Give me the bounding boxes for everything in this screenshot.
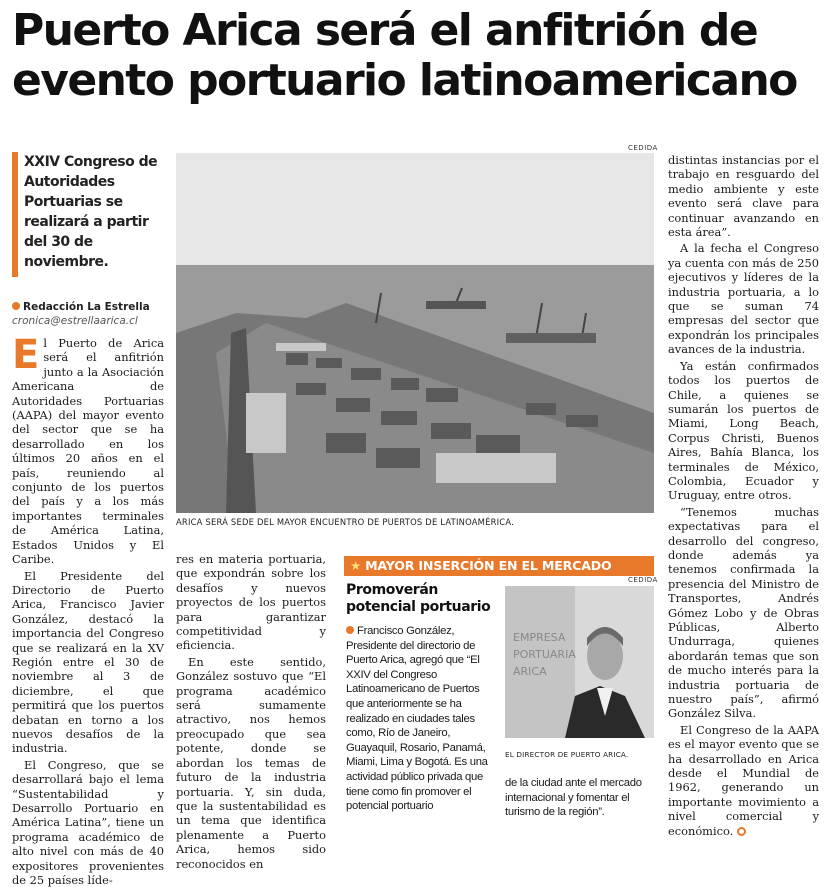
paragraph-4-continued: distintas instancias por el trabajo en resguardo del medio ambiente y este evento será clave para continuar avanzando en esta área”. bbox=[668, 153, 819, 240]
sign-line-2: PORTUARIA bbox=[513, 648, 576, 661]
paragraph-2: El Presidente del Directorio de Puerto Arica, Francisco Javier González, destacó la importancia del Congreso que se realizará en la XV Región entre el 30 de noviembre al 3 de diciembre, el que permitirá que los puertos debatan en torno a los nuevos desafíos de la industria. bbox=[12, 568, 164, 756]
paragraph-3: El Congreso, que se desarrollará bajo el lema “Sustentabilidad y Desarrollo Portuario en América Latina”, tiene un programa académico de alto nivel con más de 40 expositores provenientes de 25 países líde- bbox=[12, 757, 164, 887]
paragraph-7: “Tenemos muchas expectativas para el desarrollo del congreso, donde además ya tenemos confirmada la presencia del Ministro de Transportes, Andrés Gómez Lobo y de Obras Públicas, Alberto Undurraga, quienes abordarán temas que son de mucho interés para la industria portuaria de nuestro país”, afirmó González Silva. bbox=[668, 504, 819, 721]
paragraph-4: En este sentido, González sostuvo que “El programa académico será sumamente atractivo, nos hemos preocupado que sea potente, donde se abordan los temas de futuro de la industria portuaria. Y, sin duda, que la sustentabilidad es un tema que identifica plenamente a Puerto Arica, hemos sido reconocidos en bbox=[176, 654, 326, 871]
sidebar-text bbox=[346, 624, 494, 814]
paragraph-8 bbox=[668, 723, 819, 838]
port-illustration bbox=[176, 153, 654, 513]
byline-email: cronica@estrellaarica.cl bbox=[12, 315, 138, 327]
paragraph-5: A la fecha el Congreso ya cuenta con más de 250 ejecutivos y líderes de la industria portuaria, a lo que se suman 74 empresas del sector que expondrán los principales avances de la industria. bbox=[668, 241, 819, 357]
port-aerial-photo bbox=[176, 153, 654, 513]
sidebar-photo-caption: EL DIRECTOR DE PUERTO ARICA. bbox=[505, 750, 629, 759]
director-illustration bbox=[505, 586, 654, 738]
paragraph-1 bbox=[12, 332, 164, 567]
article-deck: XXIV Congreso de Autoridades Portuarias se realizará a partir del 30 de noviembre. bbox=[12, 152, 162, 277]
director-photo bbox=[505, 586, 654, 738]
drop-cap: E bbox=[12, 332, 40, 378]
byline bbox=[12, 300, 167, 328]
paragraph-8-text: El Congreso de la AAPA es el mayor evento que se ha desarrollado en Arica desde el Mundial de 1962, generando un importante movimiento a nivel comercial y económico. bbox=[668, 722, 819, 838]
sidebar-photo-credit: CEDIDA bbox=[628, 576, 658, 584]
byline-name: Redacción La Estrella bbox=[23, 301, 150, 313]
star-icon: ★ bbox=[350, 558, 362, 573]
sidebar-kicker-label: MAYOR INSERCIÓN EN EL MERCADO bbox=[365, 558, 612, 573]
orange-dot-icon bbox=[12, 302, 20, 310]
end-circle-icon bbox=[737, 827, 746, 836]
sign-line-1: EMPRESA bbox=[513, 631, 566, 644]
photo-credit: CEDIDA bbox=[628, 144, 658, 152]
paragraph-1-text: l Puerto de Arica será el anfitrión junto a la Asociación Americana de Autoridades Portuarias (AAPA) del mayor evento del sector que se ha desarrollado en los últimos 20 años en el país, reuniendo al conjunto de los puertos del país y a los más importantes terminales de América Latina, Estados Unidos y El Caribe. bbox=[12, 336, 164, 567]
column-1 bbox=[12, 332, 164, 887]
photo-caption: ARICA SERÁ SEDE DEL MAYOR ENCUENTRO DE PUERTOS DE LATINOAMÉRICA. bbox=[176, 517, 514, 527]
paragraph-3-continued: res en materia portuaria, que expondrán sobre los desafíos y nuevos proyectos de los puertos para garantizar competitividad y eficiencia. bbox=[176, 552, 326, 653]
sidebar-text-body: Francisco González, Presidente del directorio de Puerto Arica, agregó que “El XXIV del Congreso Latinoamericano de Puertos que anteriormente se ha realizado en ciudades tales como, Río de Janeiro, Guayaquil, Rosario, Panamá, Miami, Lima y Bogotá. Es una actividad público privada que tiene como fin promover el potencial portuario bbox=[346, 625, 488, 813]
paragraph-6: Ya están confirmados todos los puertos de Chile, a quienes se sumarán los puertos de Miami, Long Beach, Corpus Christi, Buenos Aires, Bahía Blanca, los terminales de México, Colombia, Ecuador y Uruguay, entre otros. bbox=[668, 358, 819, 503]
sign-line-3: ARICA bbox=[513, 665, 547, 678]
column-4 bbox=[668, 153, 819, 838]
orange-dot-icon bbox=[346, 626, 354, 634]
column-2 bbox=[176, 552, 326, 871]
headline: Puerto Arica será el anfitrión de evento portuario latinoamericano bbox=[12, 5, 797, 106]
sidebar-kicker bbox=[344, 556, 654, 576]
sidebar-title: Promoverán potencial portuario bbox=[346, 582, 491, 615]
sidebar-text-continued: de la ciudad ante el mercado internacional y fomentar el turismo de la región”. bbox=[505, 777, 642, 819]
